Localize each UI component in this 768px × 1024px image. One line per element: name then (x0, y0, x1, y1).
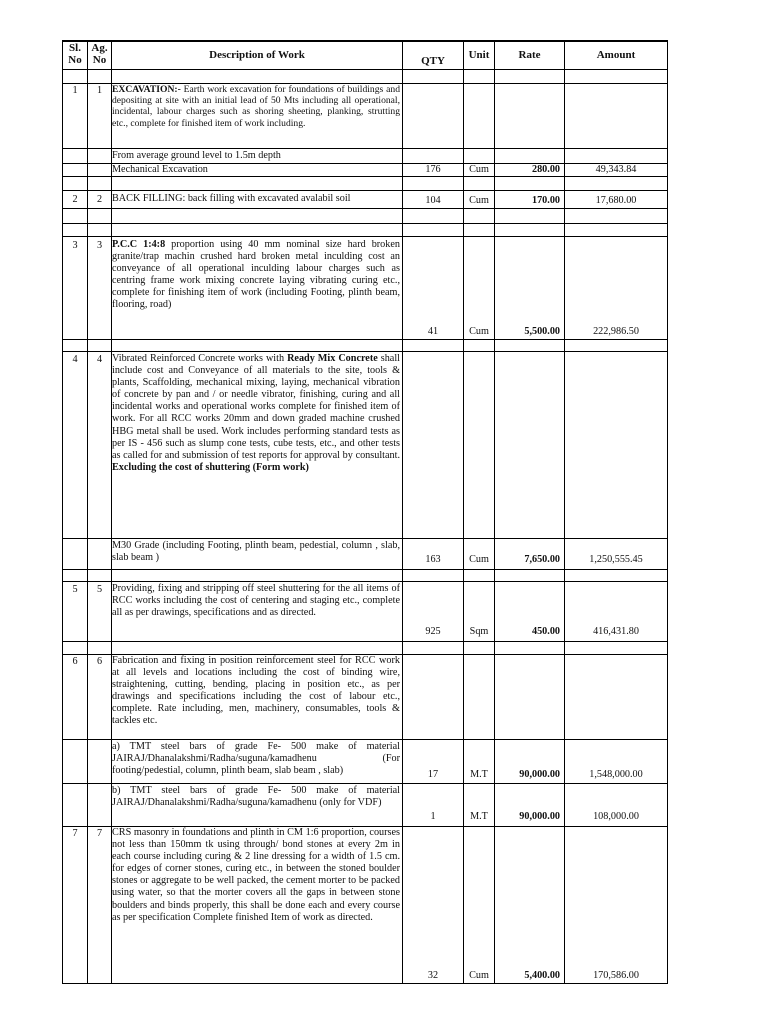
item-qty: 163 (425, 554, 441, 565)
item-sub-description: From average ground level to 1.5m depth (112, 150, 281, 161)
col-divider (62, 40, 63, 984)
item-description: Fabrication and fixing in position reinforcement steel for RCC work at all levels and locations including the cost of binding wire, straightening, cutting, bending, placing in position etc., as per drawings and specifications including the cost of labour etc., complete. Rate including, men, machinery, consumables, tools & tackles etc. (112, 655, 400, 727)
col-divider (463, 40, 464, 984)
item-qty: 32 (427, 970, 439, 981)
item-qty: 17 (427, 769, 439, 780)
item-ag: 5 (96, 584, 103, 595)
row-divider (62, 351, 668, 352)
table-top-border (62, 40, 668, 42)
item-ag: 7 (96, 828, 103, 839)
item-rate: 90,000.00 (519, 769, 560, 780)
item-unit: Cum (469, 970, 489, 981)
item-description: CRS masonry in foundations and plinth in CM 1:6 proportion, courses not less than 150mm tk using through/ bond stones at every 2m in each course including curing & 2 line dressing for a width of 1.5 cm. for edges of corner stones, curing etc., in between the stoned boulder stones or aggregate to be well packed, the cement morter to be packed using water, so that the morter covers all the gaps in between stone boulders and binds properly, this shall be done each and every course as per specification Complete finished Item of work as directed. (112, 827, 400, 923)
item-amount: 416,431.80 (593, 626, 639, 637)
item-sub-description: M30 Grade (including Footing, plinth beam, pedestial, column , slab, slab beam ) (112, 540, 400, 564)
item-amount: 49,343.84 (595, 164, 637, 175)
row-divider (62, 739, 668, 740)
col-divider (667, 40, 668, 984)
row-divider (62, 176, 668, 177)
item-ag: 3 (96, 240, 103, 251)
row-divider (62, 339, 668, 340)
row-divider (62, 783, 668, 784)
item-rate: 170.00 (531, 195, 560, 206)
table-bottom-border (62, 983, 668, 984)
item-rate: 280.00 (531, 164, 560, 175)
row-divider (62, 569, 668, 570)
item-rate: 7,650.00 (524, 554, 560, 565)
item-unit: Cum (469, 554, 489, 565)
item-rate: 5,500.00 (524, 326, 560, 337)
item-sl: 3 (72, 240, 78, 251)
item-ag: 2 (96, 194, 103, 205)
item-unit: Sqm (469, 626, 489, 637)
item-description: Providing, fixing and stripping off steel shuttering for the all items of RCC works including the cost of centering and staging etc., complete all as per drawings, specifications and as directed. (112, 583, 400, 619)
item-qty: 104 (425, 195, 441, 206)
item-amount: 1,548,000.00 (589, 769, 643, 780)
col-divider (87, 40, 88, 984)
header-rate: Rate (518, 49, 541, 61)
header-qty: QTY (421, 55, 445, 67)
row-divider (62, 538, 668, 539)
row-divider (62, 581, 668, 582)
item-sl: 4 (72, 354, 78, 365)
item-description: P.C.C 1:4:8 proportion using 40 mm nominal size hard broken granite/trap machin crushed hard broken metal inculding cost an conveyance of all operational inculding labour charges such as centring frame work mixing concrete laying vibrating curing etc., complete for finishing item of work (including Footing, plinth beam, flooring, road) (112, 239, 400, 311)
row-divider (62, 69, 668, 70)
row-divider (62, 208, 668, 209)
item-rate: 450.00 (531, 626, 560, 637)
item-unit: Cum (469, 195, 489, 206)
header-sl-no: Sl. No (68, 42, 82, 66)
item-rate: 5,400.00 (524, 970, 560, 981)
item-amount: 170,586.00 (593, 970, 639, 981)
row-divider (62, 190, 668, 191)
item-unit: M.T (470, 769, 488, 780)
item-sub-description: Mechanical Excavation (112, 164, 208, 175)
item-ag: 4 (96, 354, 103, 365)
item-description: Vibrated Reinforced Concrete works with Ready Mix Concrete shall include cost and Conveyance of all materials to the site, tools & plants, Scaffolding, mechanical mixing, laying, mechanical vibration of concrete by pan and / or needle vibrator, finishing, curing and all incidental works and operational works complete for finished item of work. For all RCC works 20mm and down graded machine crushed HBG metal shall be used. Work includes performing standard tests as per IS - 456 such as slump cone tests, cube tests, etc., and other tests as called for and submission of test reports for approval by consultant. Excluding the cost of shuttering (Form work) (112, 353, 400, 473)
item-sl: 2 (72, 194, 78, 205)
item-amount: 1,250,555.45 (589, 554, 643, 565)
header-unit: Unit (468, 49, 490, 61)
item-sl: 5 (72, 584, 78, 595)
header-ag-no: Ag. No (91, 42, 108, 66)
row-divider (62, 641, 668, 642)
item-unit: M.T (470, 811, 488, 822)
item-qty: 176 (425, 164, 441, 175)
item-unit: Cum (469, 326, 489, 337)
item-description: EXCAVATION:- Earth work excavation for foundations of buildings and depositing at site with an initial lead of 50 Mts including all operational, incidental, labour charges such as shoring sheeting, planking, strutting etc., complete for finished item of work including. (112, 84, 400, 129)
item-sub-description: b) TMT steel bars of grade Fe- 500 make of material JAIRAJ/Dhanalakshmi/Radha/suguna/kamadhenu (only for VDF) (112, 785, 400, 809)
col-divider (402, 40, 403, 984)
item-amount: 108,000.00 (593, 811, 639, 822)
item-qty: 41 (427, 326, 439, 337)
col-divider (494, 40, 495, 984)
header-amount: Amount (596, 49, 636, 61)
header-description: Description of Work (209, 49, 305, 61)
row-divider (62, 223, 668, 224)
col-divider (564, 40, 565, 984)
item-sl: 7 (72, 828, 78, 839)
item-qty: 1 (430, 811, 436, 822)
item-amount: 222,986.50 (593, 326, 639, 337)
item-description: BACK FILLING: back filling with excavated avalabil soil (112, 193, 351, 204)
item-sl: 1 (72, 85, 78, 96)
row-divider (62, 236, 668, 237)
item-sub-description: a) TMT steel bars of grade Fe- 500 make of material JAIRAJ/Dhanalakshmi/Radha/suguna/kamadhenu (For footing/pedestial, column, plinth beam, slab beam , slab) (112, 741, 400, 777)
item-ag: 6 (96, 656, 103, 667)
item-ag: 1 (96, 85, 103, 96)
item-unit: Cum (469, 164, 489, 175)
item-qty: 925 (425, 626, 441, 637)
item-sl: 6 (72, 656, 78, 667)
item-amount: 17,680.00 (595, 195, 637, 206)
item-rate: 90,000.00 (519, 811, 560, 822)
row-divider (62, 148, 668, 149)
